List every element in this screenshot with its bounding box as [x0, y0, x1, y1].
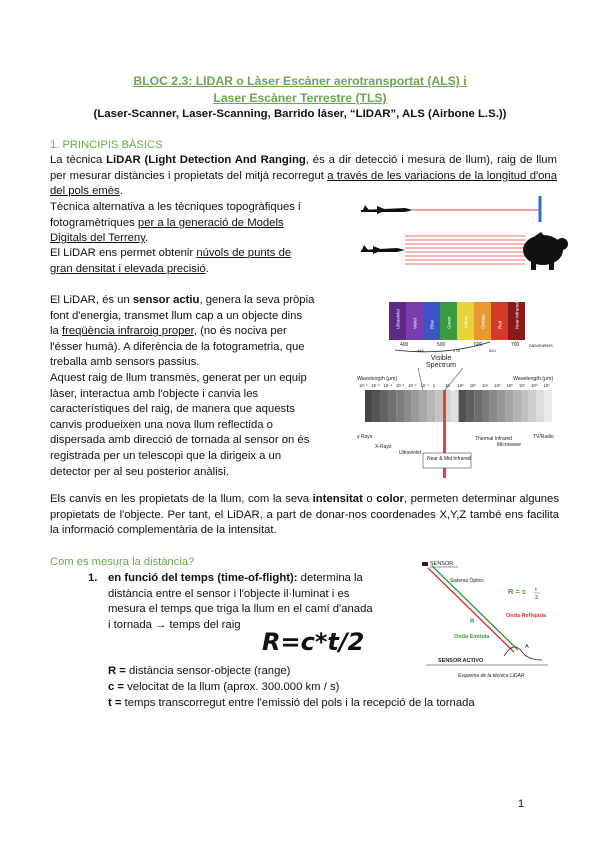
spectrum-band-label: Yellow [463, 316, 469, 329]
a-label: A [525, 644, 529, 650]
formula-range: R=c*t/2 [262, 628, 365, 656]
spectrum-gray-segment [420, 390, 428, 422]
sensor-label: SENSOR [430, 561, 454, 567]
active-sensor-label: SENSOR ACTIVO [438, 658, 484, 664]
svg-text:t: t [535, 587, 537, 593]
spectrum-region-label: Ultraviolet [399, 450, 422, 456]
wavelength-label-left: Wavelength (μm) [357, 376, 398, 382]
paragraph-point-clouds: El LiDAR ens permet obtenir núvols de punts de gran densitat i elevada precisió. [50, 247, 292, 275]
formula-label: R = c [508, 587, 527, 596]
time-of-flight-diagram [418, 556, 564, 684]
spectrum-gray-segment [412, 390, 420, 422]
wavelength-tick: 10⁻⁵ [371, 383, 380, 388]
paragraph-active-sensor: El LiDAR, és un sensor actiu, genera la seva pròpia font d'energia, transmet llum cap a un objecte dins la freqüència infraroig proper, (no és nociva per l'ésser humà). A diferència de la fotogrametria, que treballa amb sensors passius. Aquest raig de llum transmès, generat per un equip làser, interactua amb l'objecte i canvia les característiques del raig, de manera que aquests canvis produeixen una nova llum reflectida o dispersada amb direcció de tornada al sensor on és registrada per un telescopi que la dirigeix a un detector per al seu posterior anàlisi. [50, 294, 315, 478]
spectrum-gray-segment [427, 390, 435, 422]
spectrum-band-label: Green [446, 316, 452, 329]
wavelength-tick: 10⁵ [494, 383, 501, 388]
wavelength-tick: 10⁹ [543, 383, 550, 388]
emitted-wave-label: Onda Emitida [454, 634, 490, 640]
spectrum-label: Spectrum [426, 362, 456, 369]
spectrum-region-label: TV/Radio [533, 434, 554, 440]
spectrum-region-label: X-Rays [375, 444, 392, 450]
nm-subtick: 620 [489, 348, 496, 353]
spectrum-gray-segment [388, 390, 396, 422]
spectrum-band-label: Violet [412, 317, 418, 329]
piggy-bank-icon [523, 232, 568, 270]
list-item-time-of-flight: en funció del temps (time-of-flight): determina la distància entre el sensor i l'objecte il·luminat i es mesura el temps que triga la llum en el camí d'anada i tornada → temps del raig [108, 572, 373, 631]
spectrum-gray-segment [435, 390, 443, 422]
wavelength-tick: 10⁶ [506, 383, 513, 388]
page-subtitle: (Laser-Scanner, Laser-Scanning, Barrido láser, “LIDAR”, ALS (Airbone L.S.)) [93, 108, 507, 120]
spectrum-gray-segment [373, 390, 381, 422]
wavelength-tick: 10³ [469, 383, 476, 388]
spectrum-gray-segment [505, 390, 513, 422]
page-number: 1 [518, 798, 525, 810]
definition-r: R = distància sensor-objecte (range) [108, 665, 291, 677]
svg-text:2: 2 [535, 595, 539, 601]
spectrum-band-label: Near-Infrared [514, 302, 520, 329]
wavelength-tick: 10⁻³ [395, 383, 405, 388]
electromagnetic-spectrum-figure [355, 298, 560, 480]
spectrum-gray-segment [474, 390, 482, 422]
list-number-1: 1. [88, 572, 98, 584]
aircraft-icon [361, 205, 413, 214]
wavelength-tick: 10⁸ [531, 383, 538, 388]
section-heading-distance: Com es mesura la distància? [50, 556, 195, 568]
optics-label: Sistema Óptico [450, 578, 484, 584]
spectrum-region-label: Thermal Infrared [475, 436, 512, 442]
spectrum-band-label: Red [497, 320, 503, 329]
definition-t: t = temps transcorregut entre l'emissió del pols i la recepció de la tornada [108, 697, 475, 709]
section-heading-principis: 1. PRINCIPIS BÀSICS [50, 139, 163, 151]
spectrum-gray-segment [396, 390, 404, 422]
wavelength-tick: 10⁻⁴ [383, 383, 393, 388]
page-title-line1: BLOC 2.3: LIDAR o Làser Escàner aerotransportat (ALS) i [133, 74, 467, 88]
wavelength-tick: 10² [457, 383, 464, 388]
spectrum-band-label: Blue [429, 319, 435, 329]
spectrum-gray-segment [498, 390, 506, 422]
wavelength-tick: 10⁷ [518, 383, 526, 388]
nm-subtick: 578 [453, 348, 460, 353]
paragraph-intensity: Els canvis en les propietats de la llum, com la seva intensitat o color, permeten determinar algunes propietats de l'objecte. Per tant, el LiDAR, a part de donar-nos coordenades X,Y,Z també ens facilita la informació complementària de la intensitat. [50, 493, 559, 537]
spectrum-region-label: Microwave [497, 442, 521, 448]
spectrum-gray-segment [381, 390, 389, 422]
wavelength-tick: 10 [445, 383, 450, 388]
spectrum-gray-segment [451, 390, 459, 422]
spectrum-gray-segment [544, 390, 552, 422]
nm-tick: 400 [400, 342, 409, 348]
spectrum-gray-segment [459, 390, 467, 422]
spectrum-region-label: γ Rays [357, 434, 373, 440]
wavelength-label-right: Wavelength (μm) [513, 376, 554, 382]
wavelength-tick: 10⁻⁶ [359, 383, 368, 388]
nm-label: nanometers [529, 343, 553, 348]
nm-tick: 500 [437, 342, 446, 348]
spectrum-gray-segment [482, 390, 490, 422]
nm-tick: 700 [511, 342, 520, 348]
wavelength-tick: 10⁻² [408, 383, 417, 388]
spectrum-region-label: Near & Mid Infrared [427, 456, 471, 462]
spectrum-gray-segment [365, 390, 373, 422]
spectrum-band-label: Orange [480, 313, 486, 329]
nm-tick: 600 [474, 342, 483, 348]
paragraph-lidar-definition: La tècnica LiDAR (Light Detection And Ranging, és a dir detecció i mesura de llum), raig de llum per mesurar distàncies i propietats del mitjà recorregut a través de les variacions de la longitud d'ona del pols emès. [50, 154, 557, 198]
paragraph-alternative-technique: Tècnica alternativa a les tècniques topogràfiques i fotogramètriques per a la generació de Models Digitals del Terreny. [50, 201, 301, 245]
wavelength-tick: 10⁻¹ [420, 383, 429, 388]
visible-label: Visible [430, 355, 452, 362]
spectrum-gray-segment [521, 390, 529, 422]
laser-scanning-illustration [355, 192, 570, 272]
wavelength-tick: 10⁴ [482, 383, 489, 388]
spectrum-gray-segment [404, 390, 412, 422]
spectrum-gray-segment [513, 390, 521, 422]
spectrum-gray-segment [529, 390, 537, 422]
spectrum-gray-segment [490, 390, 498, 422]
aircraft-icon-2 [361, 245, 405, 254]
sensor-icon [422, 562, 428, 566]
nm-subtick: 446 [417, 348, 424, 353]
reflected-wave-label: Onda Reflejada [506, 613, 547, 619]
diagram-caption: Esquema de la técnica LiDAR [458, 673, 525, 679]
spectrum-gray-segment [466, 390, 474, 422]
page-title-line2: Laser Escàner Terrestre (TLS) [213, 91, 387, 105]
wavelength-tick: 1 [432, 383, 436, 388]
r-label: R [470, 619, 475, 625]
definition-c: c = velocitat de la llum (aprox. 300.000 km / s) [108, 681, 340, 693]
spectrum-band-label: Ultraviolet [395, 308, 401, 329]
spectrum-gray-segment [537, 390, 545, 422]
